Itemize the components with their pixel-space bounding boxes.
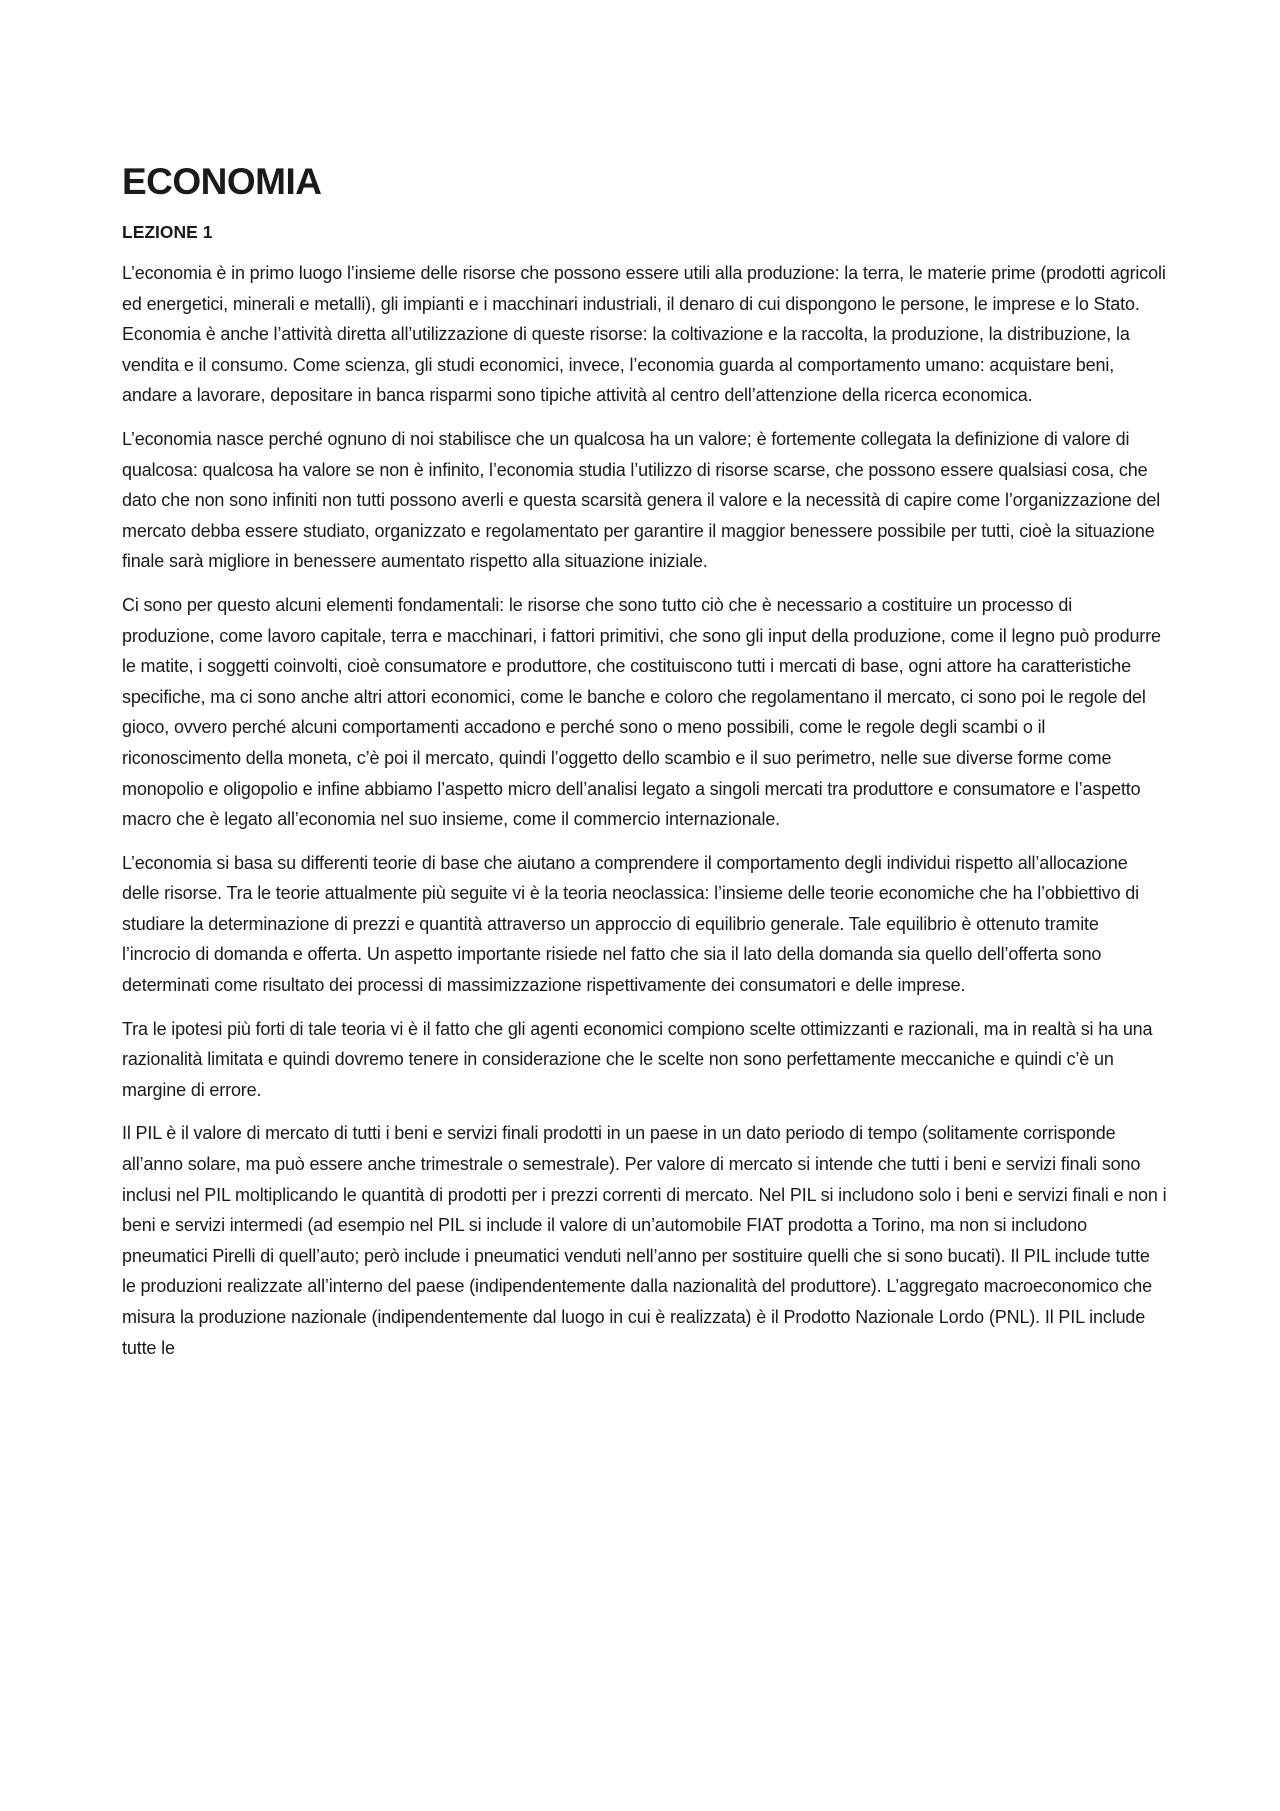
document-title: ECONOMIA [122, 161, 322, 202]
document-body [122, 160, 1168, 1376]
paragraph-3: Ci sono per questo alcuni elementi fondamentali: le risorse che sono tutto ciò che è necessario a costituire un processo di produzione, come lavoro capitale, terra e macchinari, i fattori primitivi, che sono gli input della produzione, come il legno può produrre le matite, i soggetti coinvolti, cioè consumatore e produttore, che costituiscono tutti i mercati di base, ogni attore ha caratteristiche specifiche, ma ci sono anche altri attori economici, come le banche e coloro che regolamentano il mercato, ci sono poi le regole del gioco, ovvero perché alcuni comportamenti accadono e perché sono o meno possibili, come le regole degli scambi o il riconoscimento della moneta, c’è poi il mercato, quindi l’oggetto dello scambio e il suo perimetro, nelle sue diverse forme come monopolio e oligopolio e infine abbiamo l’aspetto micro dell’analisi legato a singoli mercati tra produttore e consumatore e l’aspetto macro che è legato all’economia nel suo insieme, come il commercio internazionale. [122, 594, 1161, 830]
paragraph-2: L’economia nasce perché ognuno di noi stabilisce che un qualcosa ha un valore; è fortemente collegata la definizione di valore di qualcosa: qualcosa ha valore se non è infinito, l’economia studia l’utilizzo di risorse scarse, che possono essere qualsiasi cosa, che dato che non sono infiniti non tutti possono averli e questa scarsità genera il valore e la necessità di capire come l’organizzazione del mercato debba essere studiato, organizzato e regolamentato per garantire il maggior benessere possibile per tutti, cioè la situazione finale sarà migliore in benessere aumentato rispetto alla situazione iniziale. [122, 428, 1161, 572]
paragraph-4: L’economia si basa su differenti teorie di base che aiutano a comprendere il comportamento degli individui rispetto all’allocazione delle risorse. Tra le teorie attualmente più seguite vi è la teoria neoclassica: l’insieme delle teorie economiche che ha l’obbiettivo di studiare la determinazione di prezzi e quantità attraverso un approccio di equilibrio generale. Tale equilibrio è ottenuto tramite l’incrocio di domanda e offerta. Un aspetto importante risiede nel fatto che sia il lato della domanda sia quello dell’offerta sono determinati come risultato dei processi di massimizzazione rispettivamente dei consumatori e delle imprese. [122, 852, 1140, 996]
paragraph-5: Tra le ipotesi più forti di tale teoria vi è il fatto che gli agenti economici compiono scelte ottimizzanti e razionali, ma in realtà si ha una razionalità limitata e quindi dovremo tenere in considerazione che le scelte non sono perfettamente meccaniche e quindi c’è un margine di errore. [122, 1018, 1153, 1100]
paragraph-1: L’economia è in primo luogo l’insieme delle risorse che possono essere utili alla produzione: la terra, le materie prime (prodotti agricoli ed energetici, minerali e metalli), gli impianti e i macchinari industriali, il denaro di cui dispongono le persone, le imprese e lo Stato. Economia è anche l’attività diretta all’utilizzazione di queste risorse: la coltivazione e la raccolta, la produzione, la distribuzione, la vendita e il consumo. Come scienza, gli studi economici, invece, l’economia guarda al comportamento umano: acquistare beni, andare a lavorare, depositare in banca risparmi sono tipiche attività al centro dell’attenzione della ricerca economica. [122, 263, 1166, 406]
paragraph-6: Il PIL è il valore di mercato di tutti i beni e servizi finali prodotti in un paese in un dato periodo di tempo (solitamente corrisponde all’anno solare, ma può essere anche trimestrale o semestrale). Per valore di mercato si intende che tutti i beni e servizi finali sono inclusi nel PIL moltiplicando le quantità di prodotti per i prezzi correnti di mercato. Nel PIL si includono solo i beni e servizi finali e non i beni e servizi intermedi (ad esempio nel PIL si include il valore di un’automobile FIAT prodotta a Torino, ma non si includono pneumatici Pirelli di quell’auto; però include i pneumatici venduti nell’anno per sostituire quelli che si sono bucati). Il PIL include tutte le produzioni realizzate all’interno del paese (indipendentemente dalla nazionalità del produttore). L’aggregato macroeconomico che misura la produzione nazionale (indipendentemente dal luogo in cui è realizzata) è il Prodotto Nazionale Lordo (PNL). Il PIL include tutte le [122, 1123, 1167, 1358]
lesson-heading: LEZIONE 1 [122, 222, 213, 242]
